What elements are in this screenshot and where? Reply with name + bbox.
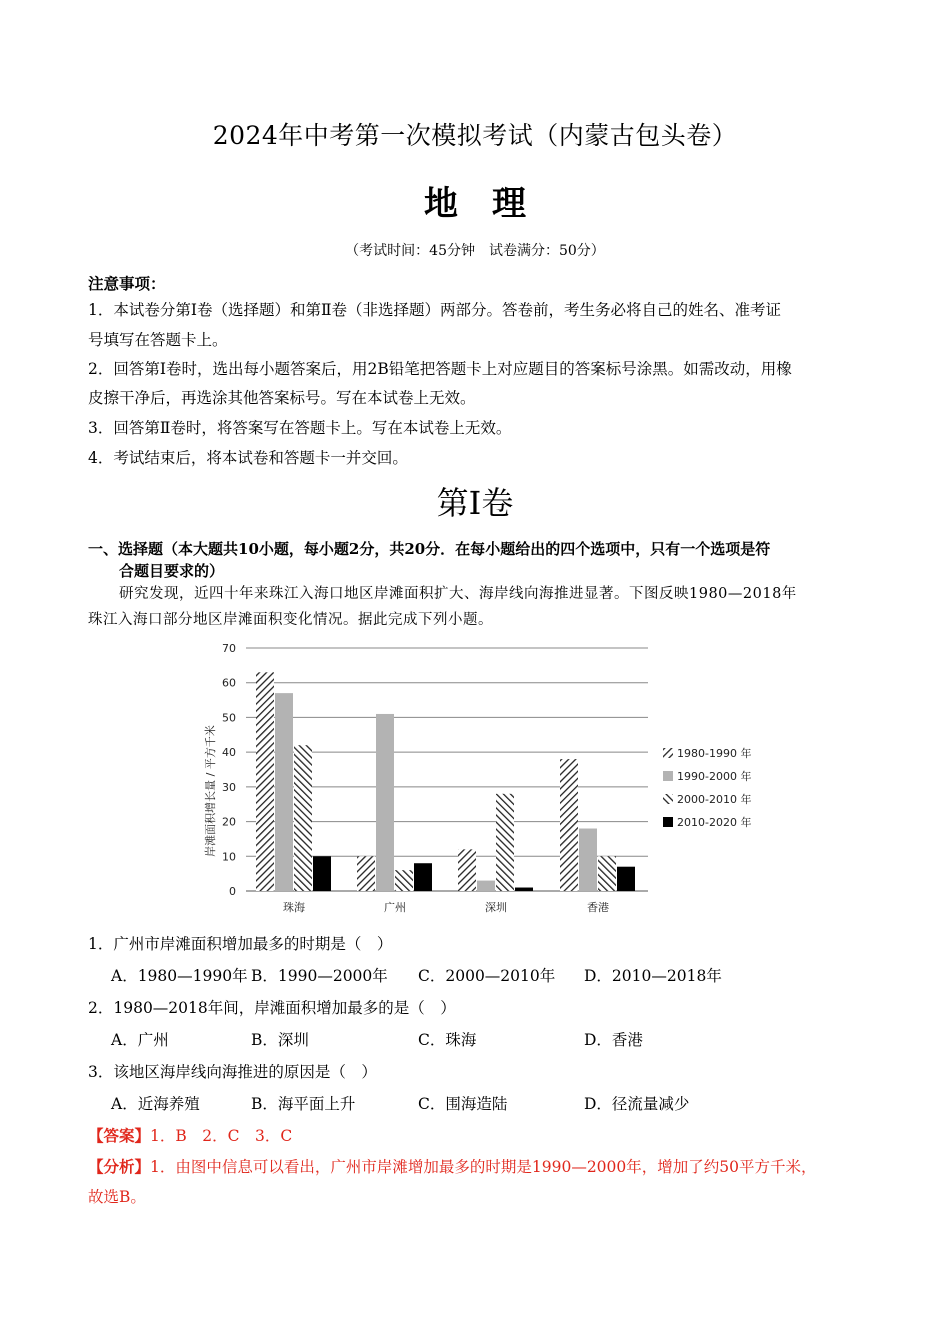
bar <box>579 829 597 891</box>
legend-swatch <box>663 771 673 781</box>
bar <box>496 794 514 891</box>
y-tick-label: 10 <box>222 850 236 864</box>
option-b: B．海平面上升 <box>251 1095 356 1113</box>
legend <box>663 746 751 829</box>
bar <box>515 888 533 891</box>
option-a: A．广州 <box>111 1031 169 1049</box>
bar <box>376 714 394 891</box>
analysis-line-cont: 故选B。 <box>88 1188 146 1206</box>
legend-swatch <box>663 794 673 804</box>
notice-line: 1．本试卷分第Ⅰ卷（选择题）和第Ⅱ卷（非选择题）两部分。答卷前，考生务必将自己的姓名、准考证 <box>88 301 782 319</box>
option-d: D．2010—2018年 <box>584 967 722 985</box>
notice-line: 皮擦干净后，再选涂其他答案标号。写在本试卷上无效。 <box>88 389 476 407</box>
option-d: D．径流量减少 <box>584 1095 690 1113</box>
analysis-text: 1．由图中信息可以看出，广州市岸滩增加最多的时期是1990—2000年，增加了约50平方千米， <box>150 1158 817 1176</box>
x-tick-label: 深圳 <box>485 901 507 914</box>
y-tick-label: 60 <box>222 676 236 690</box>
bar <box>560 759 578 891</box>
option-c: C．珠海 <box>418 1031 477 1049</box>
option-b: B．深圳 <box>251 1031 309 1049</box>
option-c: C．围海造陆 <box>418 1095 508 1113</box>
x-axis-ticks <box>283 900 609 914</box>
y-tick-label: 20 <box>222 815 236 829</box>
bar-chart <box>196 636 766 926</box>
exam-info: （考试时间：45分钟 试卷满分：50分） <box>345 243 605 259</box>
y-tick-label: 40 <box>222 746 236 760</box>
bars <box>256 672 635 891</box>
legend-label: 2010-2020 年 <box>677 816 752 829</box>
bar <box>414 863 432 891</box>
question-stem: 3．该地区海岸线向海推进的原因是（ ） <box>88 1063 377 1081</box>
bar <box>395 870 413 891</box>
analysis-label: 【分析】 <box>88 1157 151 1176</box>
option-d: D．香港 <box>584 1031 643 1049</box>
y-tick-label: 70 <box>222 642 236 655</box>
section-title: 第Ⅰ卷 <box>436 484 514 522</box>
notice-line: 号填写在答题卡上。 <box>88 331 228 349</box>
legend-label: 1980-1990 年 <box>677 747 752 760</box>
bar <box>598 856 616 891</box>
x-tick-label: 珠海 <box>283 901 305 914</box>
option-a: A．近海养殖 <box>111 1095 200 1113</box>
subject-char-1: 地 <box>424 184 458 224</box>
bar <box>617 867 635 891</box>
question-stem: 2．1980—2018年间，岸滩面积增加最多的是（ ） <box>88 999 456 1017</box>
y-axis-ticks <box>222 642 236 898</box>
option-a: A．1980—1990年 <box>111 967 248 985</box>
bar <box>458 849 476 891</box>
exam-title: 2024年中考第一次模拟考试（内蒙古包头卷） <box>212 121 738 150</box>
notice-line: 2．回答第Ⅰ卷时，选出每小题答案后，用2B铅笔把答题卡上对应题目的答案标号涂黑。如需改动，用橡 <box>88 360 792 378</box>
analysis-line <box>88 1155 817 1177</box>
y-tick-label: 50 <box>222 711 236 725</box>
subject-title <box>0 176 950 225</box>
notice-line: 3．回答第Ⅱ卷时，将答案写在答题卡上。写在本试卷上无效。 <box>88 419 512 437</box>
option-b: B．1990—2000年 <box>251 967 388 985</box>
y-tick-label: 0 <box>229 885 236 898</box>
legend-swatch <box>663 748 673 758</box>
x-tick-label: 广州 <box>384 901 406 914</box>
legend-label: 2000-2010 年 <box>677 793 752 806</box>
y-axis-label: 岸滩面积增长量 / 平方千米 <box>204 725 217 857</box>
notice-line: 4．考试结束后，将本试卷和答题卡一并交回。 <box>88 449 408 467</box>
subject-char-2: 理 <box>492 184 526 224</box>
x-tick-label: 香港 <box>587 901 609 914</box>
legend-swatch <box>663 817 673 827</box>
bar <box>256 672 274 891</box>
answer-line <box>88 1124 292 1146</box>
legend-label: 1990-2000 年 <box>677 770 752 783</box>
notice-heading: 注意事项： <box>88 274 166 293</box>
option-c: C．2000—2010年 <box>418 967 556 985</box>
bar <box>357 856 375 891</box>
answer-label: 【答案】 <box>88 1126 151 1145</box>
intro-text: 珠江入海口部分地区岸滩面积变化情况。据此完成下列小题。 <box>88 612 493 628</box>
bar <box>294 745 312 891</box>
question-stem: 1．广州市岸滩面积增加最多的时期是（ ） <box>88 935 393 953</box>
intro-text: 研究发现，近四十年来珠江入海口地区岸滩面积扩大、海岸线向海推进显著。下图反映1980—2018年 <box>119 586 797 602</box>
bar <box>313 856 331 891</box>
section-heading-cont: 合题目要求的） <box>119 562 225 580</box>
bar <box>477 881 495 891</box>
bar <box>275 693 293 891</box>
y-tick-label: 30 <box>222 780 236 794</box>
answer-text: 1．B 2．C 3．C <box>150 1127 293 1145</box>
section-heading: 一、选择题（本大题共10小题，每小题2分，共20分．在每小题给出的四个选项中，只有一个选项是符 <box>88 540 771 558</box>
